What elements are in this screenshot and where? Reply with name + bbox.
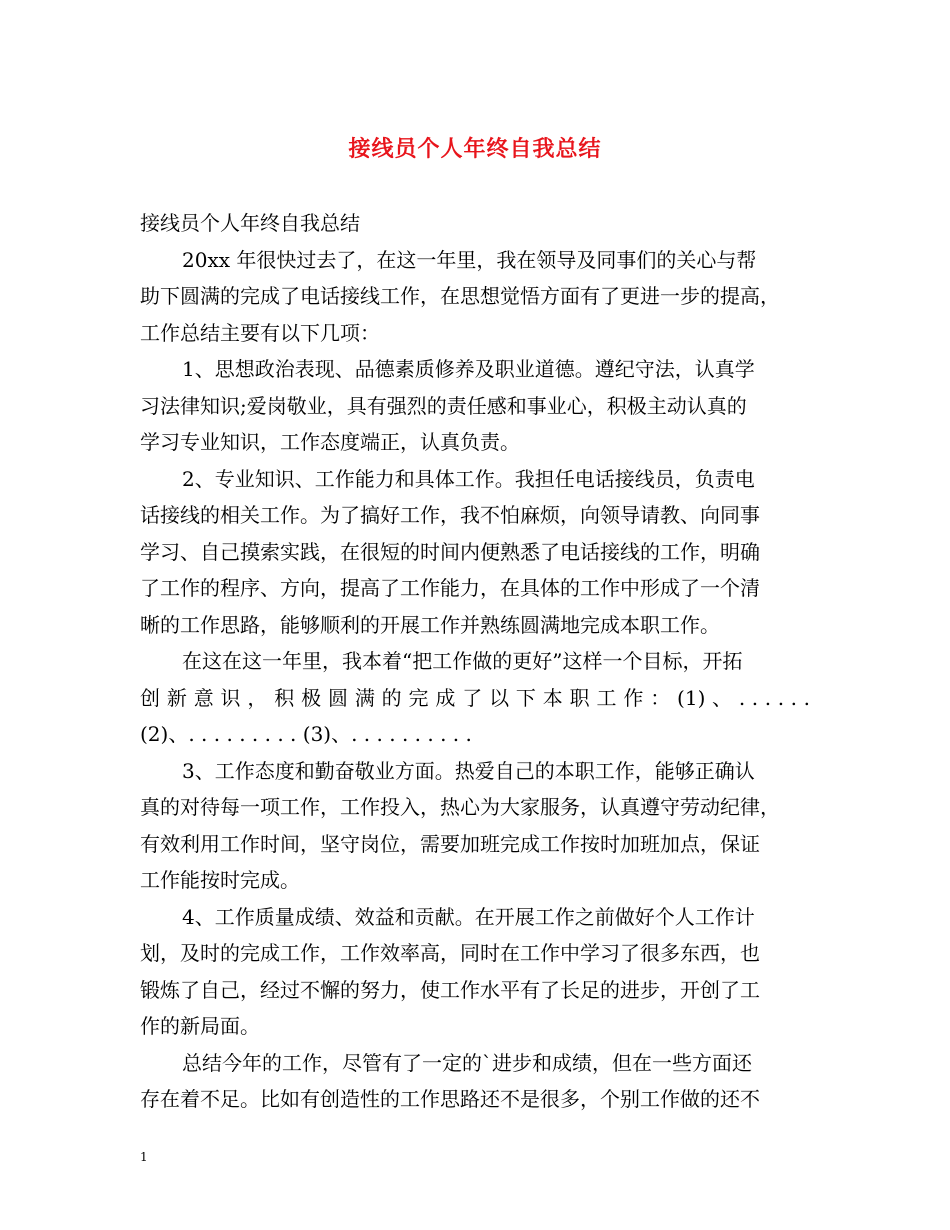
text-line: 接线员个人年终自我总结 bbox=[140, 211, 360, 235]
text-line: 有效利用工作时间，坚守岗位，需要加班完成工作按时加班加点，保证 bbox=[140, 831, 760, 856]
text-line: 工作总结主要有以下几项： bbox=[140, 320, 380, 345]
text-line: 4、工作质量成绩、效益和贡献。在开展工作之前做好个人工作计 bbox=[182, 904, 755, 929]
text-line: 真的对待每一项工作，工作投入，热心为大家服务，认真遵守劳动纪律， bbox=[140, 795, 780, 819]
page-number: 1 bbox=[140, 1150, 148, 1164]
text-line: 总结今年的工作，尽管有了一定的`进步和成绩，但在一些方面还 bbox=[182, 1050, 752, 1075]
text-line: 习法律知识;爱岗敬业，具有强烈的责任感和事业心，积极主动认真的 bbox=[140, 393, 747, 418]
text-line: 话接线的相关工作。为了搞好工作，我不怕麻烦，向领导请教、向同事 bbox=[140, 503, 760, 527]
document-title: 接线员个人年终自我总结 bbox=[348, 136, 602, 162]
text-line: 晰的工作思路，能够顺利的开展工作并熟练圆满地完成本职工作。 bbox=[140, 612, 720, 637]
text-line: 20xx 年很快过去了，在这一年里，我在领导及同事们的关心与帮 bbox=[182, 247, 757, 272]
text-line: 创 新 意 识 ， 积 极 圆 满 的 完 成 了 以 下 本 职 工 作 ： (1) 、 . . . . . . bbox=[140, 685, 810, 710]
text-line: 锻炼了自己，经过不懈的努力，使工作水平有了长足的进步，开创了工 bbox=[140, 977, 760, 1002]
text-line: 了工作的程序、方向，提高了工作能力，在具体的工作中形成了一个清 bbox=[140, 576, 760, 600]
text-line: 2、专业知识、工作能力和具体工作。我担任电话接线员，负责电 bbox=[182, 466, 755, 491]
text-line: 作的新局面。 bbox=[140, 1014, 260, 1038]
text-line: 1、思想政治表现、品德素质修养及职业道德。遵纪守法，认真学 bbox=[182, 357, 755, 381]
text-line: 助下圆满的完成了电话接线工作，在思想觉悟方面有了更进一步的提高， bbox=[140, 284, 780, 308]
text-line: 划，及时的完成工作，工作效率高，同时在工作中学习了很多东西，也 bbox=[140, 941, 760, 965]
text-line: (2)、. . . . . . . . . (3)、. . . . . . . . . . bbox=[140, 722, 472, 746]
text-line: 学习、自己摸索实践，在很短的时间内便熟悉了电话接线的工作，明确 bbox=[140, 539, 760, 564]
text-line: 存在着不足。比如有创造性的工作思路还不是很多，个别工作做的还不 bbox=[140, 1087, 760, 1111]
text-line: 3、工作态度和勤奋敬业方面。热爱自己的本职工作，能够正确认 bbox=[182, 758, 755, 783]
text-line: 工作能按时完成。 bbox=[140, 868, 300, 892]
document-body bbox=[140, 205, 810, 1118]
text-line: 学习专业知识，工作态度端正，认真负责。 bbox=[140, 430, 520, 454]
text-line: 在这在这一年里，我本着“把工作做的更好”这样一个目标，开拓 bbox=[182, 649, 743, 673]
